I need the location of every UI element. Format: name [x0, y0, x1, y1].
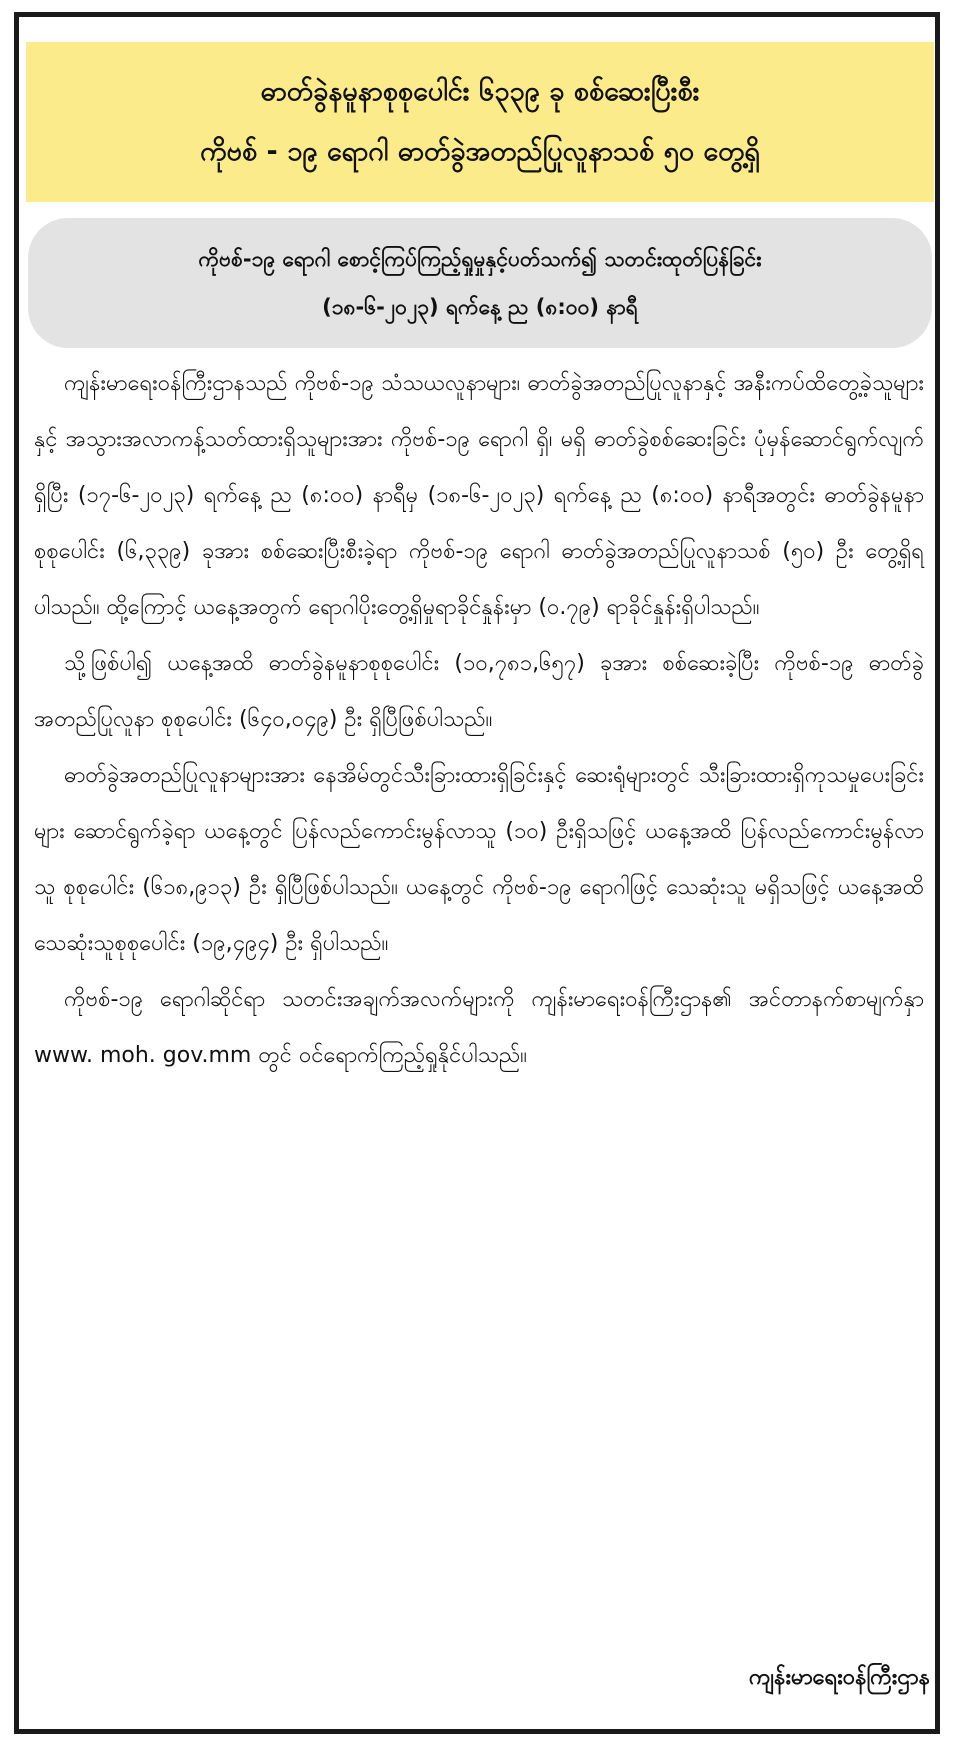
headline-line-2: ကိုဗစ် - ၁၉ ရောဂါ ဓာတ်ခွဲအတည်ပြုလူနာသစ် ၅၀ တွေ့ရှိ	[200, 136, 760, 167]
paragraph-recoveries-deaths: ဓာတ်ခွဲအတည်ပြုလူနာများအား နေအိမ်တွင်သီးခြားထားရှိခြင်းနှင့် ဆေးရုံများတွင် သီးခြားထားရှိကုသမှုပေးခြင်းများ ဆောင်ရွက်ခဲ့ရာ ယနေ့တွင် ပြန်လည်ကောင်းမွန်လာသူ (၁၀) ဦးရှိသဖြင့် ယနေ့အထိ ပြန်လည်ကောင်းမွန်လာသူ စုစုပေါင်း (၆၁၈,၉၁၃) ဦး ရှိပြီဖြစ်ပါသည်။ ယနေ့တွင် ကိုဗစ်-၁၉ ရောဂါဖြင့် သေဆုံးသူ မရှိသဖြင့် ယနေ့အထိ သေဆုံးသူစုစုပေါင်း (၁၉,၄၉၄) ဦး ရှိပါသည်။	[34, 763, 924, 956]
headline-banner	[26, 42, 934, 202]
subhead-banner	[28, 218, 932, 348]
subhead-line-1: ကိုဗစ်-၁၉ ရောဂါ စောင့်ကြပ်ကြည့်ရှုမှုနှင့်ပတ်သက်၍ သတင်းထုတ်ပြန်ခြင်း	[198, 247, 762, 271]
subhead-date-line: (၁၈-၆-၂၀၂၃) ရက်နေ့ ည (၈:၀၀) နာရီ	[322, 295, 638, 319]
paragraph-cumulative-cases: သို့ဖြစ်ပါ၍ ယနေ့အထိ ဓာတ်ခွဲနမူနာစုစုပေါင်း (၁၀,၇၈၁,၆၅၇) ခုအား စစ်ဆေးခဲ့ပြီး ကိုဗစ်-၁၉ ဓာတ်ခွဲအတည်ပြုလူနာ စုစုပေါင်း (၆၄၀,၀၄၉) ဦး ရှိပြီဖြစ်ပါသည်။	[34, 651, 924, 732]
headline-line-1: ဓာတ်ခွဲနမူနာစုစုပေါင်း ၆၃၃၉ ခု စစ်ဆေးပြီးစီး	[260, 76, 700, 107]
paragraph-website-info: ကိုဗစ်-၁၉ ရောဂါဆိုင်ရာ သတင်းအချက်အလက်များကို ကျန်းမာရေးဝန်ကြီးဌာန၏ အင်တာနက်စာမျက်နှာ www. moh. gov.mm တွင် ဝင်ရောက်ကြည့်ရှုနိုင်ပါသည်။	[34, 987, 924, 1068]
paragraph-daily-tests: ကျန်းမာရေးဝန်ကြီးဌာနသည် ကိုဗစ်-၁၉ သံသယလူနာများ၊ ဓာတ်ခွဲအတည်ပြုလူနာနှင့် အနီးကပ်ထိတွေ့ခဲ့သူများနှင့် အသွားအလာကန့်သတ်ထားရှိသူများအား ကိုဗစ်-၁၉ ရောဂါ ရှိ၊ မရှိ ဓာတ်ခွဲစစ်ဆေးခြင်း ပုံမှန်ဆောင်ရွက်လျက်ရှိပြီး (၁၇-၆-၂၀၂၃) ရက်နေ့ ည (၈:၀၀) နာရီမှ (၁၈-၆-၂၀၂၃) ရက်နေ့ ည (၈:၀၀) နာရီအတွင်း ဓာတ်ခွဲနမူနာစုစုပေါင်း (၆,၃၃၉) ခုအား စစ်ဆေးပြီးစီးခဲ့ရာ ကိုဗစ်-၁၉ ရောဂါ ဓာတ်ခွဲအတည်ပြုလူနာသစ် (၅၀) ဦး တွေ့ရှိရပါသည်။ ထို့ကြောင့် ယနေ့အတွက် ရောဂါပိုးတွေ့ရှိမှုရာခိုင်နှုန်းမှာ (၀.၇၉) ရာခိုင်နှုန်းရှိပါသည်။	[34, 371, 924, 620]
announcement-body	[34, 356, 924, 1084]
issuer-signature: ကျန်းမာရေးဝန်ကြီးဌာန	[749, 1665, 930, 1690]
